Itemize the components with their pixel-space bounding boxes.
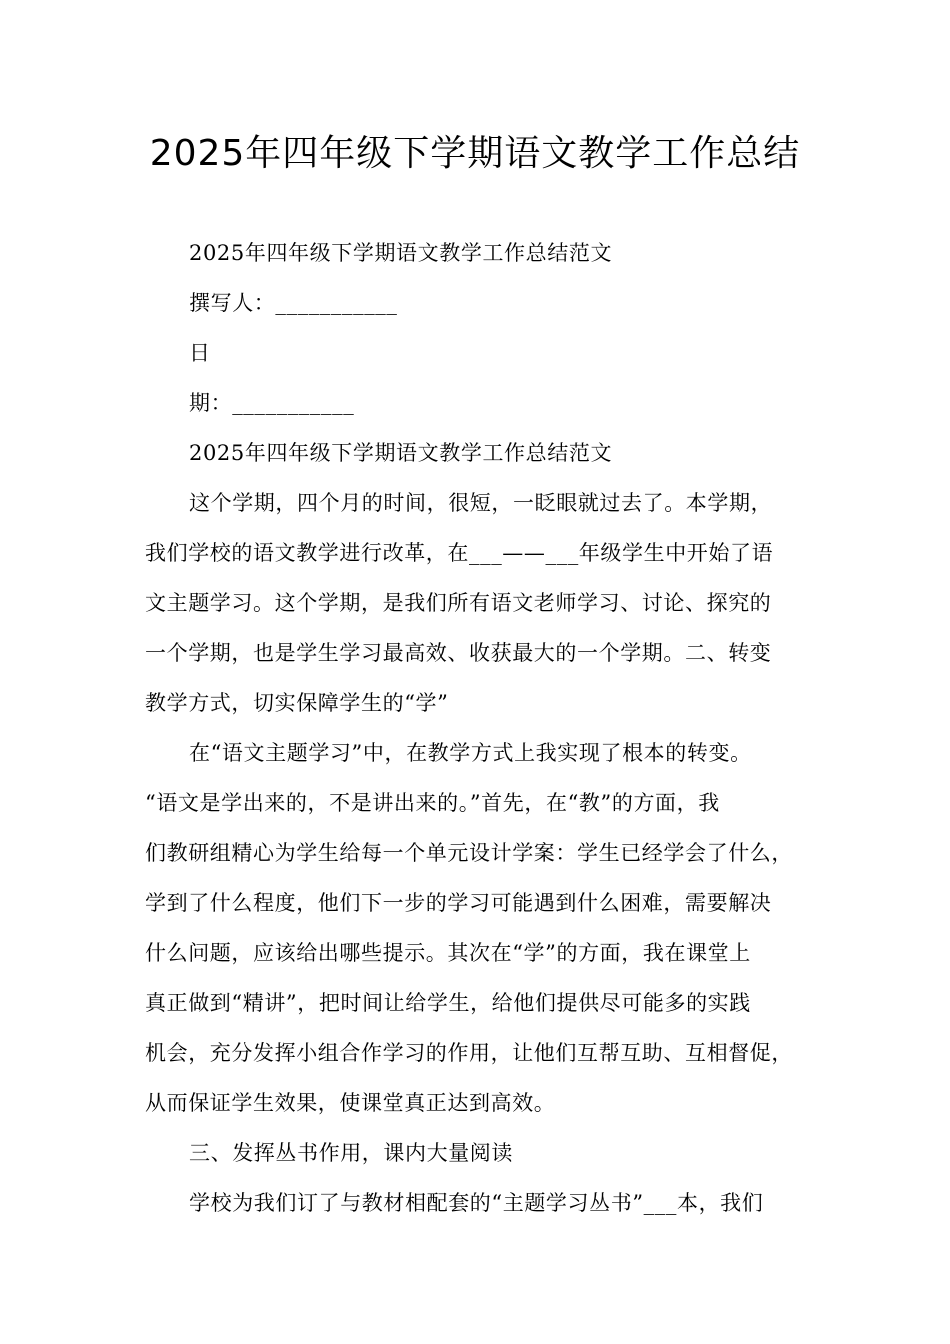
paragraph-2-line-7: 机会，充分发挥小组合作学习的作用，让他们互帮互助、互相督促， <box>145 1041 793 1065</box>
paragraph-2-line-8: 从而保证学生效果，使课堂真正达到高效。 <box>145 1091 556 1115</box>
paragraph-1-line-2: 我们学校的语文教学进行改革，在___——___年级学生中开始了语 <box>145 541 774 565</box>
paragraph-1-line-5: 教学方式，切实保障学生的“学” <box>145 691 449 715</box>
paragraph-1-line-1: 这个学期，四个月的时间，很短，一眨眼就过去了。本学期， <box>189 491 773 515</box>
date-label-line-1: 日 <box>189 341 211 365</box>
paragraph-2-line-1: 在“语文主题学习”中，在教学方式上我实现了根本的转变。 <box>189 741 752 765</box>
paragraph-2-line-6: 真正做到“精讲”，把时间让给学生，给他们提供尽可能多的实践 <box>145 991 751 1015</box>
subtitle-repeat-line: 2025年四年级下学期语文教学工作总结范文 <box>189 441 613 465</box>
author-line: 撰写人：___________ <box>189 291 398 315</box>
paragraph-2-line-5: 什么问题，应该给出哪些提示。其次在“学”的方面，我在课堂上 <box>145 941 751 965</box>
paragraph-1-line-3: 文主题学习。这个学期，是我们所有语文老师学习、讨论、探究的 <box>145 591 772 615</box>
paragraph-2-line-4: 学到了什么程度，他们下一步的学习可能遇到什么困难，需要解决 <box>145 891 772 915</box>
paragraph-1-line-4: 一个学期，也是学生学习最高效、收获最大的一个学期。二、转变 <box>145 641 772 665</box>
paragraph-3-line-1: 学校为我们订了与教材相配套的“主题学习丛书”___本，我们 <box>189 1191 764 1215</box>
subtitle-line: 2025年四年级下学期语文教学工作总结范文 <box>189 241 613 265</box>
document-body <box>145 228 825 1228</box>
paragraph-2-line-2: “语文是学出来的，不是讲出来的。”首先，在“教”的方面，我 <box>145 791 720 815</box>
date-label-line-2: 期：___________ <box>189 391 355 415</box>
section-heading-3: 三、发挥丛书作用，课内大量阅读 <box>189 1141 513 1165</box>
document-title: 2025年四年级下学期语文教学工作总结 <box>149 133 801 174</box>
paragraph-2-line-3: 们教研组精心为学生给每一个单元设计学案：学生已经学会了什么， <box>145 841 793 865</box>
